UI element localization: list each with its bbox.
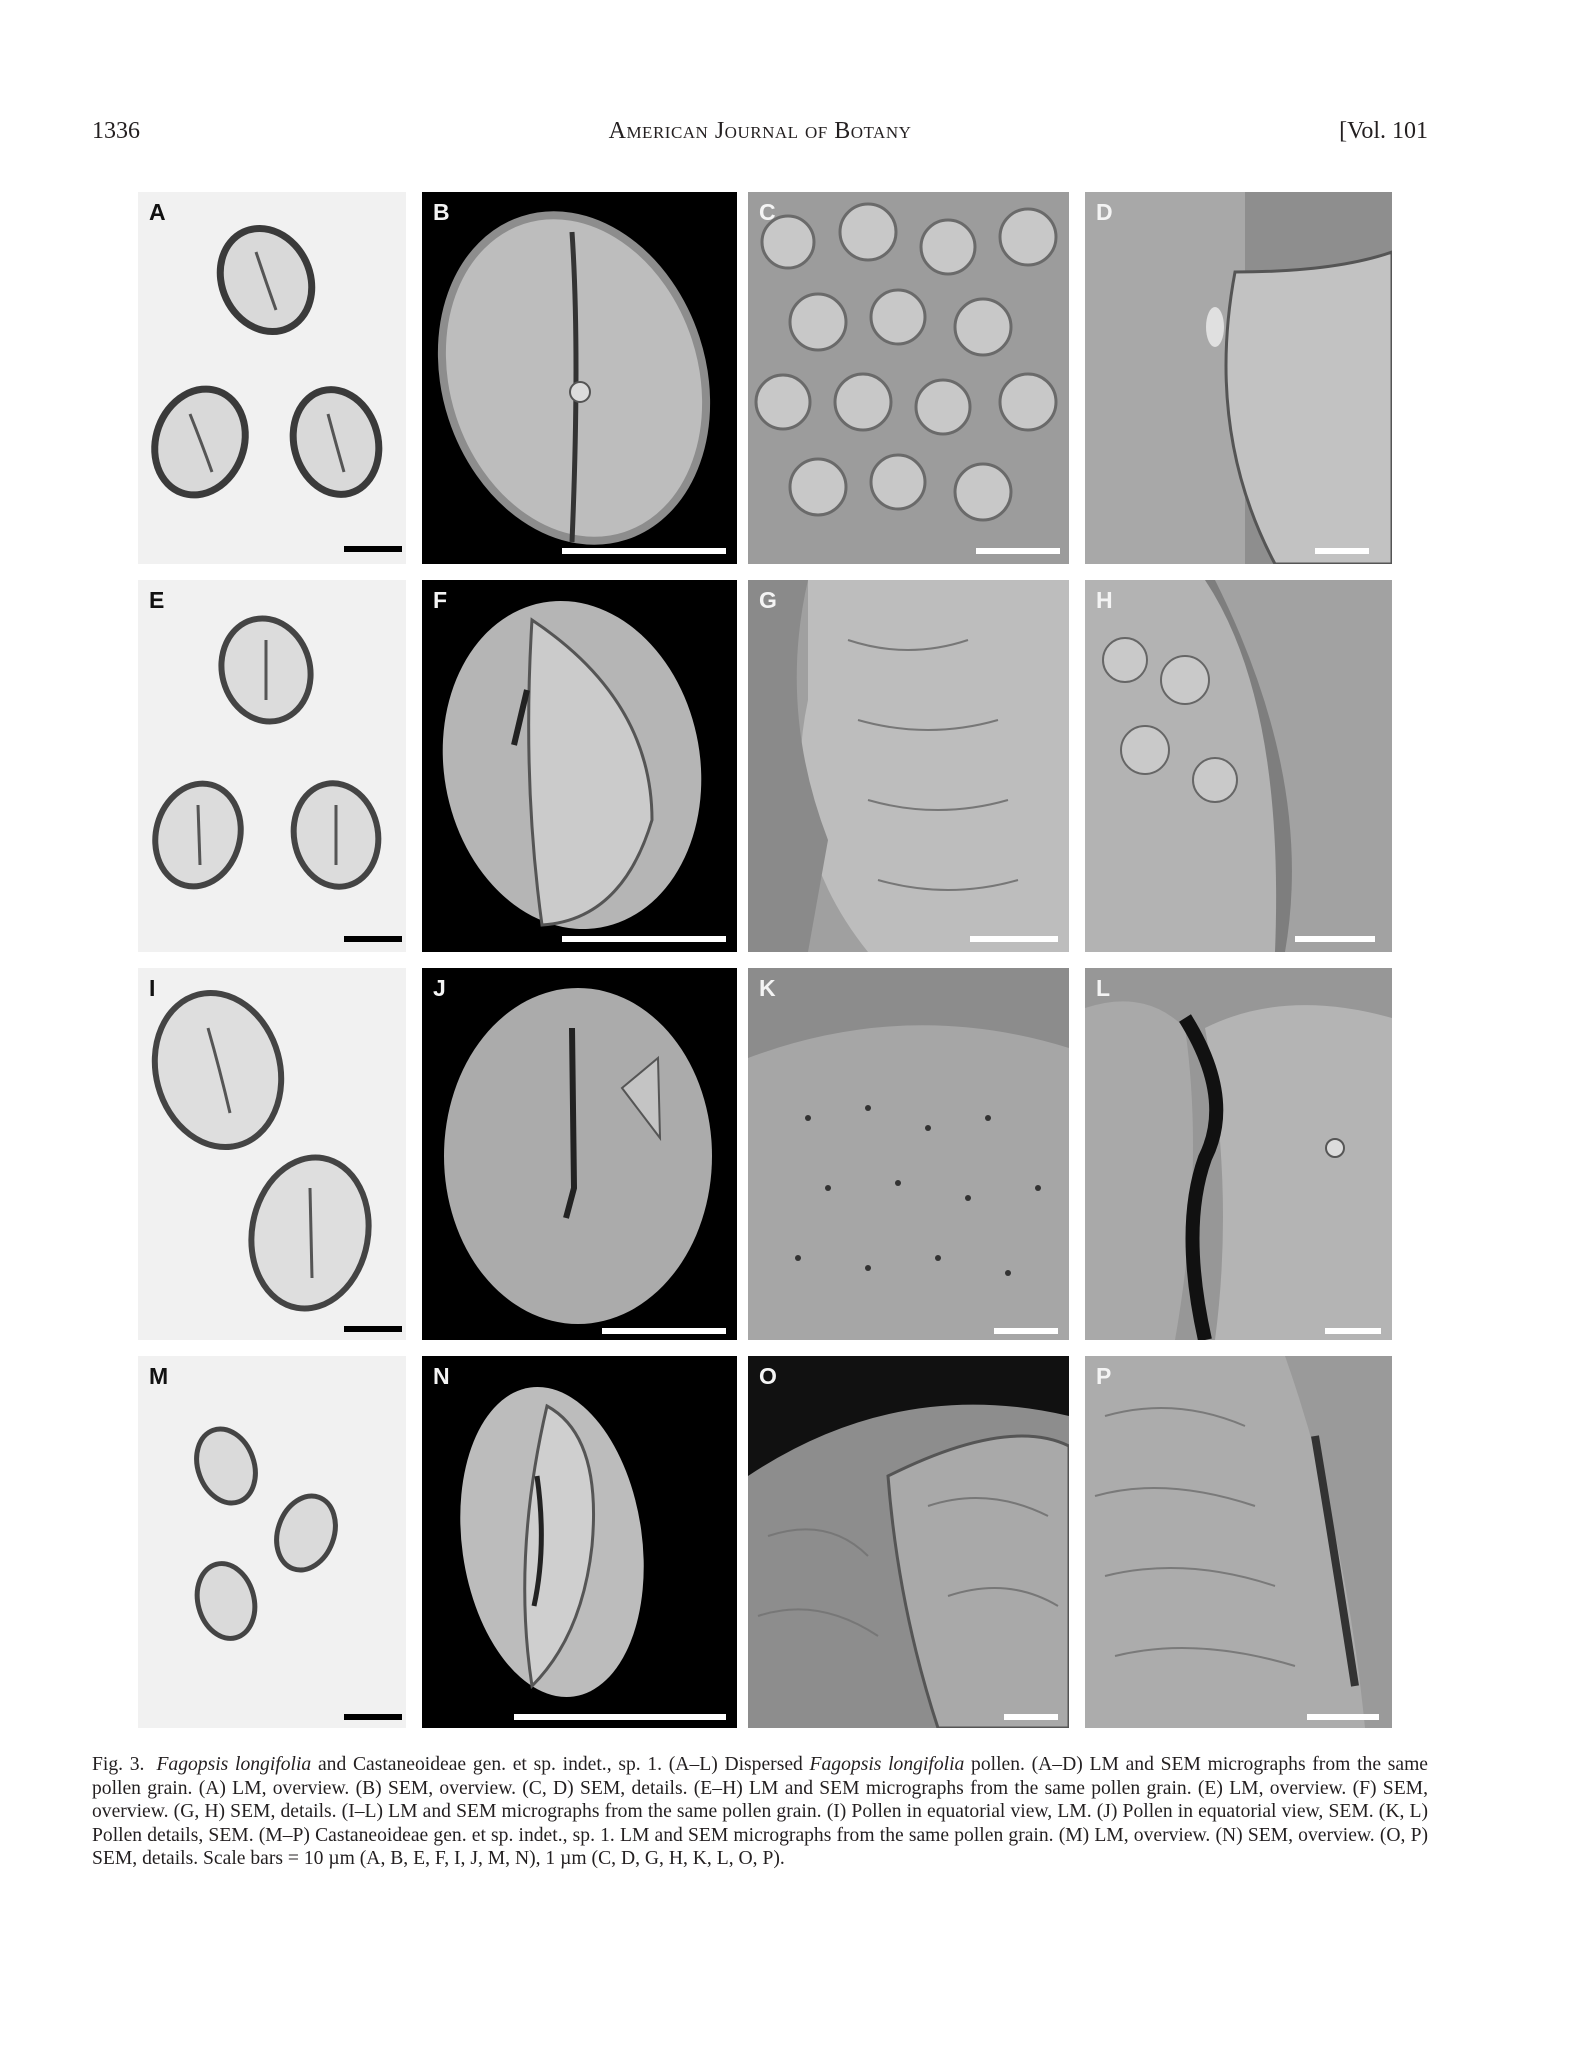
scale-bar [1325,1328,1381,1334]
journal-title: American Journal of Botany [608,118,912,144]
sem-micrograph-f [422,580,737,952]
panel-e-lm-overview [138,580,406,952]
panel-o-sem-detail [748,1356,1069,1728]
running-header [92,118,1428,154]
sem-micrograph-j [422,968,737,1340]
panel-label-o: O [759,1363,777,1389]
scale-bar [1004,1714,1058,1720]
scale-bar [562,548,726,554]
panel-k-sem-detail [748,968,1069,1340]
panel-label-j: J [433,975,446,1001]
panel-j-sem-overview [422,968,737,1340]
scale-bar [514,1714,726,1720]
panel-p-sem-detail [1085,1356,1392,1728]
panel-label-e: E [149,587,165,613]
scale-bar [976,548,1060,554]
panel-label-b: B [433,199,450,225]
scale-bar [1307,1714,1379,1720]
figure-number: Fig. 3. [92,1754,145,1775]
caption-text-part-1: and Castaneoideae gen. et sp. indet., sp. 1. (A–L) Dispersed [311,1754,810,1775]
lm-micrograph-m [138,1356,406,1728]
lm-micrograph-a [138,192,406,564]
panel-l-sem-detail [1085,968,1392,1340]
scale-bar [1295,936,1375,942]
panel-m-lm-overview [138,1356,406,1728]
panel-h-sem-detail [1085,580,1392,952]
lm-micrograph-i [138,968,406,1340]
panel-n-sem-overview [422,1356,737,1728]
panel-c-sem-detail [748,192,1069,564]
panel-label-k: K [759,975,776,1001]
figure-plate [0,188,1583,1728]
panel-b-sem-overview [422,192,737,564]
sem-micrograph-p [1085,1356,1392,1728]
scale-bar [344,1326,402,1332]
sem-micrograph-h [1085,580,1392,952]
scale-bar [1315,548,1369,554]
page-number: 1336 [92,118,140,144]
panel-label-i: I [149,975,156,1001]
panel-f-sem-overview [422,580,737,952]
caption-text-part-2: pollen. (A–D) LM and SEM micrographs from the same pollen grain. (A) LM, overview. (B) SEM, overview. (C, D) SEM, details. (E–H) LM and SEM micrographs from the same pollen grain. (E) LM, overview. (F) SEM, overview. (G, H) SEM, details. (I–L) LM and SEM micrographs from the same pollen grain. (I) Pollen in equatorial view, LM. (J) Pollen in equatorial view, SEM. (K, L) Pollen details, SEM. (M–P) Castaneoideae gen. et sp. indet., sp. 1. LM and SEM micrographs from the same pollen grain. (M) LM, overview. (N) SEM, overview. (O, P) SEM, details. Scale bars = 10 µm (A, B, E, F, I, J, M, N), 1 µm (C, D, G, H, K, L, O, P). [92,1754,1428,1870]
lm-micrograph-e [138,580,406,952]
panel-label-p: P [1096,1363,1112,1389]
panel-label-f: F [433,587,448,613]
scale-bar [344,546,402,552]
panel-g-sem-detail [748,580,1069,952]
panel-d-sem-detail [1085,192,1392,564]
volume-number: [Vol. 101 [1339,118,1428,144]
sem-micrograph-k [748,968,1069,1340]
sem-micrograph-l [1085,968,1392,1340]
panel-i-lm-overview [138,968,406,1340]
scale-bar [970,936,1058,942]
panel-label-g: G [759,587,777,613]
scale-bar [994,1328,1058,1334]
scale-bar [344,1714,402,1720]
taxon-name-2: Fagopsis longifolia [809,1754,965,1775]
scale-bar [562,936,726,942]
panel-label-h: H [1096,587,1113,613]
panel-label-a: A [149,199,166,225]
sem-micrograph-d [1085,192,1392,564]
panel-label-d: D [1096,199,1113,225]
sem-micrograph-n [422,1356,737,1728]
panel-label-n: N [433,1363,450,1389]
scale-bar [344,936,402,942]
scale-bar [602,1328,726,1334]
sem-micrograph-b [422,192,737,564]
panel-label-l: L [1096,975,1111,1001]
sem-micrograph-o [748,1356,1069,1728]
figure-caption [92,1753,1428,1871]
panel-label-c: C [759,199,776,225]
sem-micrograph-g [748,580,1069,952]
panel-label-m: M [149,1363,169,1389]
sem-micrograph-c [748,192,1069,564]
taxon-name: Fagopsis longifolia [156,1754,312,1775]
panel-a-lm-overview [138,192,406,564]
